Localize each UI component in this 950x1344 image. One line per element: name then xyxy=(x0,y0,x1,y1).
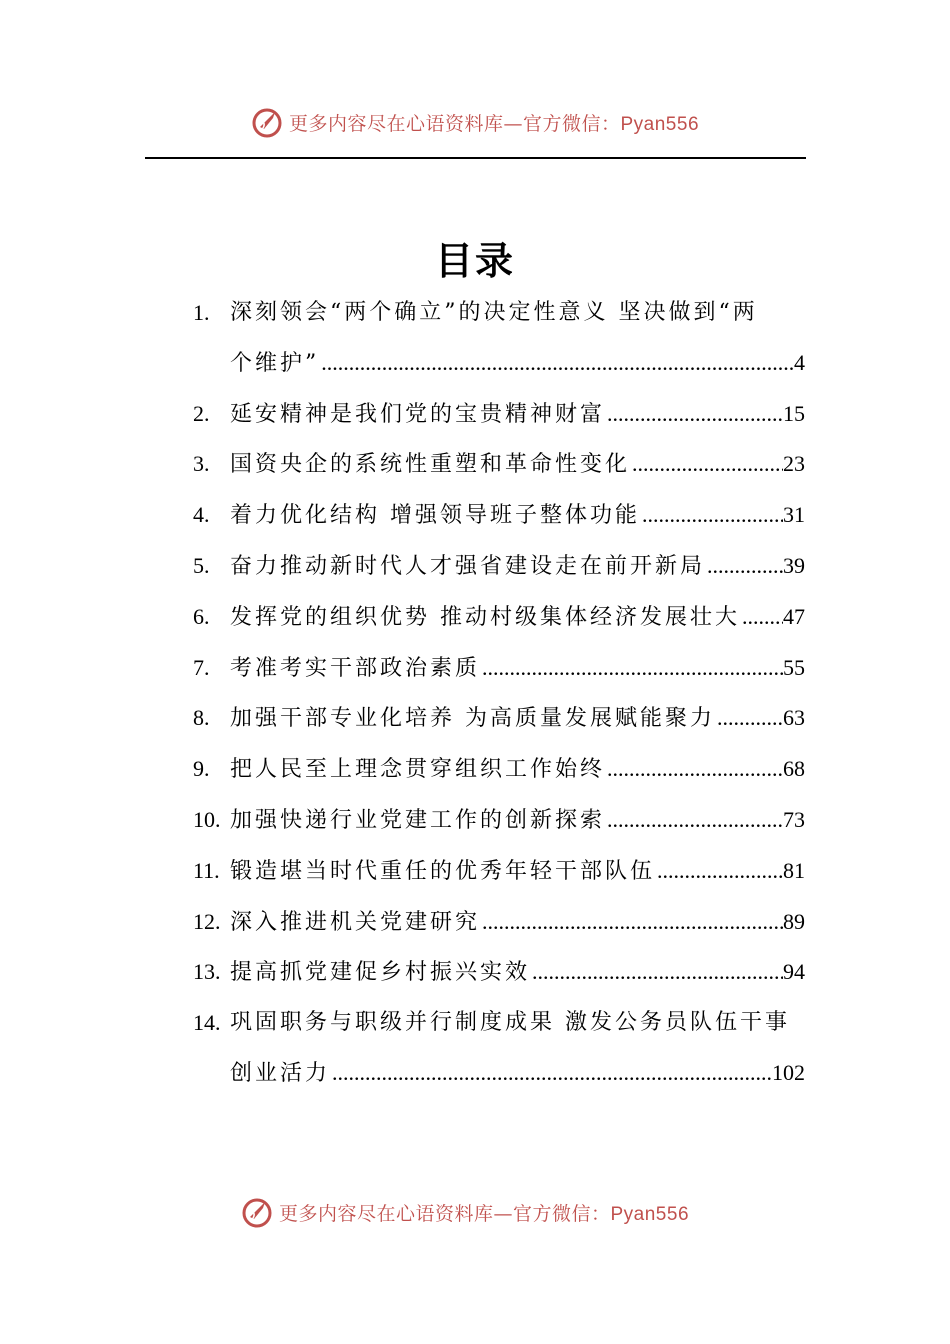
toc-item-page: 81 xyxy=(783,857,805,883)
toc-item-number: 3. xyxy=(193,451,210,477)
toc-item[interactable] xyxy=(193,744,805,795)
header-banner-text: 更多内容尽在心语资料库—官方微信：Pyan556 xyxy=(288,112,700,135)
leader-dots xyxy=(657,846,783,896)
toc-item[interactable] xyxy=(193,643,805,694)
toc-item-number: 4. xyxy=(193,502,210,528)
toc-item-title: 把人民至上理念贯穿组织工作始终 xyxy=(230,757,606,783)
toc-item-page: 47 xyxy=(783,603,805,629)
toc-item-number: 2. xyxy=(193,400,210,426)
footer-banner xyxy=(0,1192,940,1232)
toc-item-title-cont: 创业活力 xyxy=(230,1060,331,1086)
toc-item-page: 31 xyxy=(783,502,805,528)
leader-dots xyxy=(607,795,783,845)
leader-dots xyxy=(482,897,783,947)
leader-dots xyxy=(642,490,783,540)
toc-item-number: 7. xyxy=(193,654,210,680)
toc-item-title: 国资央企的系统性重塑和革命性变化 xyxy=(230,452,631,478)
footer-banner-text: 更多内容尽在心语资料库—官方微信：Pyan556 xyxy=(278,1202,690,1225)
leader-dots xyxy=(607,744,783,794)
toc-item-title: 深刻领会“两个确立”的决定性意义 坚决做到“两 xyxy=(230,300,758,325)
leader-dots xyxy=(532,947,783,997)
toc-item-page: 23 xyxy=(783,451,805,477)
toc-item[interactable] xyxy=(193,846,805,897)
toc-item[interactable] xyxy=(193,693,805,744)
leader-dots xyxy=(742,592,783,642)
toc-item-title: 提高抓党建促乡村振兴实效 xyxy=(230,960,531,986)
toc-item-number: 6. xyxy=(193,603,210,629)
toc-item-page: 102 xyxy=(772,1059,805,1085)
toc-item-title: 锻造堪当时代重任的优秀年轻干部队伍 xyxy=(230,858,656,884)
leader-dots xyxy=(332,1048,772,1098)
toc-item-title: 深入推进机关党建研究 xyxy=(230,909,481,935)
toc-item[interactable] xyxy=(193,947,805,998)
toc-item-number: 8. xyxy=(193,705,210,731)
toc-item-number: 1. xyxy=(193,300,210,325)
toc-item-title: 奋力推动新时代人才强省建设走在前开新局 xyxy=(230,553,706,579)
toc-item[interactable] xyxy=(193,490,805,541)
toc-item[interactable] xyxy=(193,795,805,846)
leader-dots xyxy=(707,541,783,591)
leader-dots xyxy=(717,693,783,743)
toc-item-number: 11. xyxy=(193,857,220,883)
toc-item-number: 14. xyxy=(193,1010,221,1036)
toc-item[interactable] xyxy=(193,288,805,389)
leader-dots xyxy=(482,643,783,693)
toc-item-page: 94 xyxy=(783,959,805,985)
header-banner xyxy=(0,102,950,142)
toc-item-number: 12. xyxy=(193,908,221,934)
toc-item-title: 巩固职务与职级并行制度成果 激发公务员队伍干事 xyxy=(230,1010,790,1036)
toc-item-number: 9. xyxy=(193,756,210,782)
toc-item-page: 89 xyxy=(783,908,805,934)
quill-logo-icon xyxy=(241,1195,275,1229)
toc-item-page: 15 xyxy=(783,400,805,426)
table-of-contents xyxy=(193,288,805,1099)
toc-item-number: 13. xyxy=(193,959,221,985)
leader-dots xyxy=(321,338,794,388)
header-rule xyxy=(145,157,806,159)
toc-item[interactable] xyxy=(193,389,805,440)
toc-item-page: 63 xyxy=(783,705,805,731)
toc-item-title: 发挥党的组织优势 推动村级集体经济发展壮大 xyxy=(230,604,740,630)
toc-item-title: 延安精神是我们党的宝贵精神财富 xyxy=(230,401,606,427)
toc-item-title: 着力优化结构 增强领导班子整体功能 xyxy=(230,503,640,529)
leader-dots xyxy=(607,389,783,439)
toc-item[interactable] xyxy=(193,541,805,592)
toc-item-number: 5. xyxy=(193,552,210,578)
toc-item-page: 4 xyxy=(794,349,805,375)
toc-item-number: 10. xyxy=(193,806,221,832)
toc-item-title-cont: 个维护” xyxy=(230,350,320,376)
quill-logo-icon xyxy=(251,105,285,139)
page-title: 目录 xyxy=(434,238,515,283)
toc-item[interactable] xyxy=(193,592,805,643)
toc-item-title: 加强干部专业化培养 为高质量发展赋能聚力 xyxy=(230,706,715,732)
toc-item[interactable] xyxy=(193,439,805,490)
leader-dots xyxy=(632,439,783,489)
toc-item-page: 39 xyxy=(783,552,805,578)
toc-item-page: 73 xyxy=(783,806,805,832)
toc-item-page: 55 xyxy=(783,654,805,680)
toc-item[interactable] xyxy=(193,998,805,1099)
toc-item-title: 考准考实干部政治素质 xyxy=(230,655,481,681)
toc-item-title: 加强快递行业党建工作的创新探索 xyxy=(230,807,606,833)
toc-item-page: 68 xyxy=(783,756,805,782)
toc-item[interactable] xyxy=(193,897,805,948)
